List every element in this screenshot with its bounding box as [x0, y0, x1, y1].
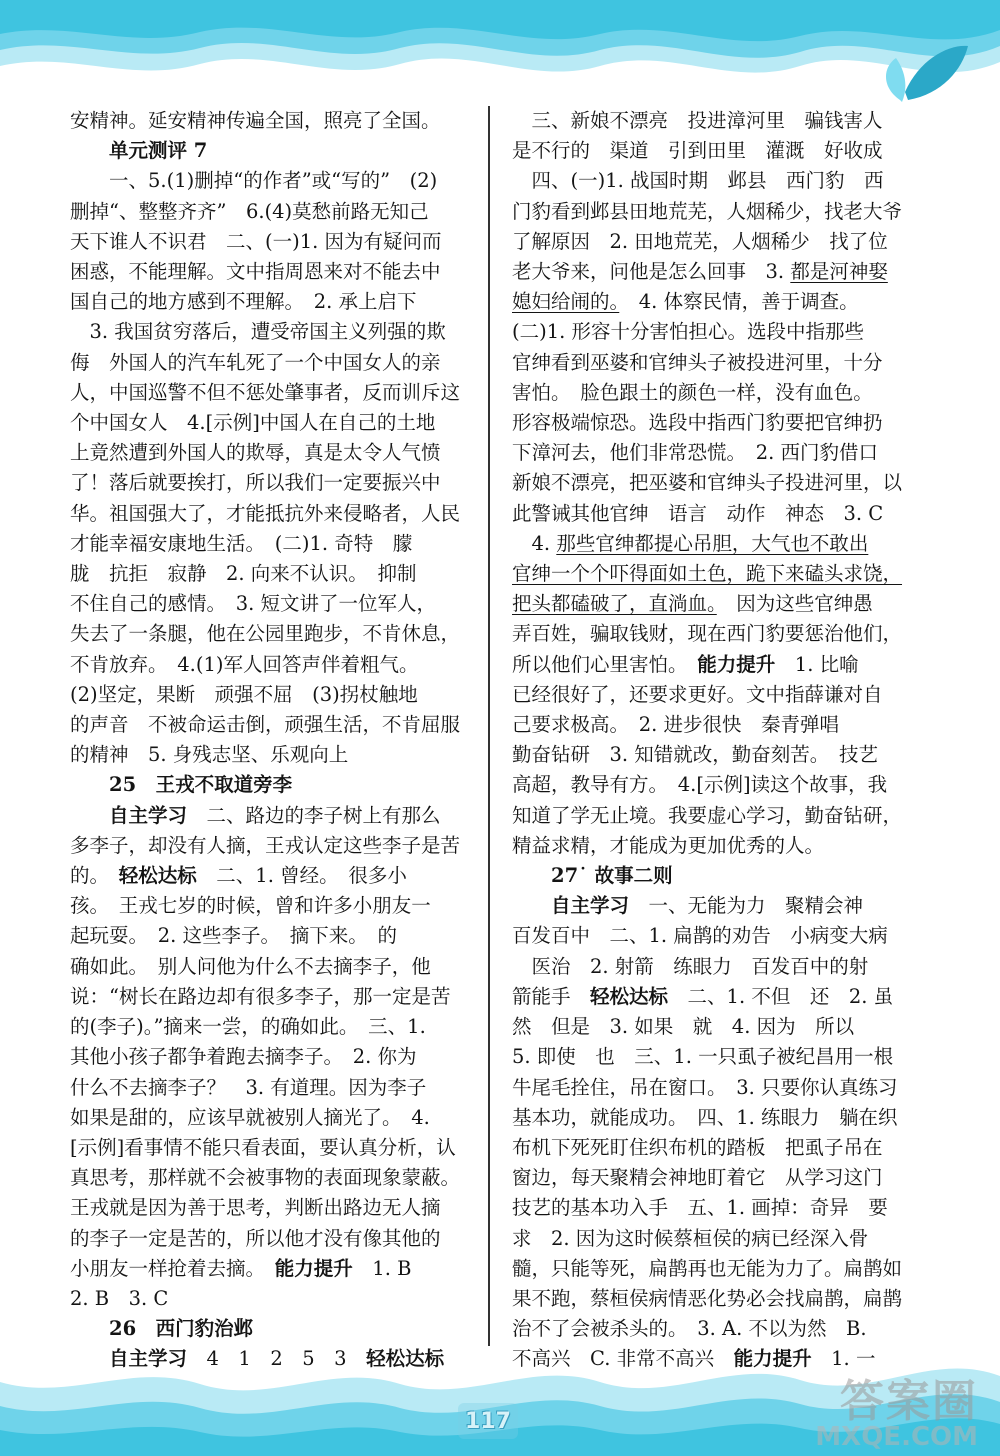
text-line	[70, 770, 470, 800]
text-line	[512, 166, 912, 196]
text-line	[512, 1344, 912, 1374]
text-run: (2)坚定，果断 顽强不屈 (3)拐杖触地	[70, 682, 418, 706]
text-line	[512, 1224, 912, 1254]
text-line	[512, 136, 912, 166]
text-run: 1. B	[352, 1256, 412, 1280]
text-run: 一、无能为力 聚精会神	[629, 894, 864, 918]
text-run: 不肯放弃。 4.(1)军人回答声伴着粗气。	[70, 652, 419, 676]
text-run: 如果是甜的，应该早就被别人摘光了。 4.	[70, 1105, 430, 1129]
text-line	[70, 257, 470, 287]
text-run: 孩。 王戎七岁的时候，曾和许多小朋友一	[70, 894, 431, 918]
text-line	[70, 197, 470, 227]
text-line	[70, 1042, 470, 1072]
text-line	[512, 952, 912, 982]
text-run: 三、新娘不漂亮 投进漳河里 骗钱害人	[531, 109, 883, 132]
text-run: 下漳河去，他们非常恐慌。 2. 西门豹借口	[512, 441, 879, 465]
text-line	[512, 257, 912, 287]
watermark-url: MXQE.COM	[815, 1422, 978, 1452]
text-run: 起玩耍。 2. 这些李子。 摘下来。 的	[70, 924, 398, 948]
text-line	[512, 619, 912, 649]
text-run: 什么不去摘李子？ 3. 有道理。因为李子	[70, 1075, 427, 1099]
text-line	[512, 861, 912, 891]
text-run: 精益求精，才能成为更加优秀的人。	[512, 833, 825, 857]
text-line	[70, 801, 470, 831]
text-line	[512, 650, 912, 680]
text-line	[512, 1254, 912, 1284]
bold-heading: 单元测评 7	[109, 139, 208, 163]
page-number: 117	[458, 1403, 518, 1439]
text-run: 的李子一定是苦的，所以他才没有像其他的	[70, 1226, 441, 1250]
text-line	[70, 438, 470, 468]
text-line	[512, 921, 912, 951]
text-run: 了解原因 2. 田地荒芜，人烟稀少 找了位	[512, 229, 888, 253]
text-line	[70, 831, 470, 861]
underlined-text: 把头都磕破了，直淌血。	[512, 592, 717, 616]
text-run: 5. 即使 也 三、1. 一只虱子被纪昌用一根	[512, 1045, 894, 1069]
text-run: 的精神 5. 身残志坚、乐观向上	[70, 743, 349, 767]
text-line	[512, 287, 912, 317]
text-run: 勤奋钻研 3. 知错就改，勤奋刻苦。 技艺	[512, 743, 879, 767]
text-line	[70, 1224, 470, 1254]
text-line	[512, 408, 912, 438]
text-run: 布机下死死盯住织布机的踏板 把虱子吊在	[512, 1135, 883, 1159]
text-run: 国自己的地方感到不理解。 2. 承上启下	[70, 290, 417, 314]
text-line	[512, 1163, 912, 1193]
text-run: [示例]看事情不能只看表面，要认真分析，认	[70, 1135, 456, 1159]
text-run: 果不跑，蔡桓侯病情恶化势必会找扁鹊，扁鹊	[512, 1286, 903, 1310]
bold-heading: 27˙ 故事二则	[551, 864, 673, 888]
text-run: 害怕。 脸色跟土的颜色一样，没有血色。	[512, 380, 873, 404]
text-line	[512, 831, 912, 861]
text-run: 确如此。 别人问他为什么不去摘李子，他	[70, 954, 431, 978]
watermark-text: 答案圈	[840, 1376, 978, 1427]
text-line	[512, 499, 912, 529]
text-line	[70, 921, 470, 951]
column-divider	[488, 106, 490, 1346]
text-run: 医治 2. 射箭 练眼力 百发百中的射	[531, 954, 869, 978]
text-line	[512, 891, 912, 921]
text-run: 胧 抗拒 寂静 2. 向来不认识。 抑制	[70, 562, 417, 586]
text-line	[70, 1314, 470, 1344]
text-run: 人，中国巡警不但不惩处肇事者，反而训斥这	[70, 380, 461, 404]
text-line	[512, 770, 912, 800]
text-run: 4. 体察民情，善于调查。	[619, 290, 859, 314]
text-run: 不住自己的感情。 3. 短文讲了一位军人，	[70, 592, 437, 616]
text-line	[70, 106, 470, 136]
text-run: 然 但是 3. 如果 就 4. 因为 所以	[512, 1015, 855, 1039]
underlined-text: 媳妇给闹的。	[512, 290, 620, 314]
text-line	[70, 1133, 470, 1163]
text-run: 安精神。延安精神传遍全国，照亮了全国。	[70, 109, 441, 132]
text-line	[70, 166, 470, 196]
text-run: 其他小孩子都争着跑去摘李子。 2. 你为	[70, 1045, 417, 1069]
text-run: 不高兴 C. 非常不高兴	[512, 1347, 734, 1371]
text-line	[512, 468, 912, 498]
text-line	[70, 740, 470, 770]
text-run: 百发百中 二、1. 扁鹊的劝告 小病变大病	[512, 924, 888, 948]
text-run: 二、1. 不但 还 2. 虽	[668, 984, 894, 1008]
text-run: 是不行的 渠道 引到田里 灌溉 好收成	[512, 139, 883, 163]
text-line	[512, 348, 912, 378]
text-line	[70, 1073, 470, 1103]
bold-heading: 25 王戎不取道旁李	[109, 773, 293, 797]
text-line	[70, 680, 470, 710]
text-line	[512, 227, 912, 257]
text-run: 所以他们心里害怕。	[512, 652, 698, 676]
text-run: 4 1 2 5 3	[187, 1347, 367, 1371]
text-line	[70, 619, 470, 649]
text-run: 门豹看到邺县田地荒芜，人烟稀少，找老大爷	[512, 199, 903, 223]
text-line	[70, 559, 470, 589]
text-line	[512, 378, 912, 408]
bold-heading: 自主学习	[109, 1347, 188, 1371]
text-run: 4.	[531, 531, 557, 555]
text-run: 3. 我国贫穷落后，遭受帝国主义列强的欺	[89, 320, 446, 344]
text-line	[70, 499, 470, 529]
text-line	[70, 287, 470, 317]
bold-heading: 自主学习	[551, 894, 630, 918]
text-run: 四、(一)1. 战国时期 邺县 西门豹 西	[531, 169, 884, 193]
text-line	[70, 529, 470, 559]
underlined-text: 都是河神娶	[790, 260, 888, 284]
text-run: 说：“树长在路边却有很多李子，那一定是苦	[70, 984, 451, 1008]
text-line	[512, 982, 912, 1012]
text-line	[512, 438, 912, 468]
bold-heading: 轻松达标	[366, 1347, 445, 1371]
text-line	[512, 1314, 912, 1344]
text-line	[512, 1012, 912, 1042]
bold-heading: 能力提升	[274, 1256, 353, 1280]
text-run: 二、1. 曾经。 很多小	[196, 864, 407, 888]
text-line	[512, 1133, 912, 1163]
text-run: 的声音 不被命运击倒，顽强生活，不肯屈服	[70, 713, 461, 737]
bold-heading: 轻松达标	[118, 864, 197, 888]
text-line	[512, 710, 912, 740]
text-run: 已经很好了，还要求更好。文中指薛谦对自	[512, 682, 883, 706]
text-line	[70, 1284, 470, 1314]
text-run: 弄百姓，骗取钱财，现在西门豹要惩治他们，	[512, 622, 903, 646]
text-line	[70, 1193, 470, 1223]
underlined-text: 那些官绅都提心吊胆，大气也不敢出	[556, 531, 869, 555]
text-line	[70, 650, 470, 680]
text-run: 此警诫其他官绅 语言 动作 神态 3. C	[512, 501, 884, 525]
text-run: 2. B 3. C	[70, 1286, 169, 1310]
text-line	[512, 1284, 912, 1314]
bold-heading: 能力提升	[733, 1347, 812, 1371]
text-run: 因为这些官绅愚	[716, 592, 873, 616]
text-run: 求 2. 因为这时候蔡桓侯的病已经深入骨	[512, 1226, 869, 1250]
text-line	[70, 982, 470, 1012]
text-line	[512, 1073, 912, 1103]
text-line	[70, 861, 470, 891]
text-line	[70, 1344, 470, 1374]
text-run: 老大爷来，问他是怎么回事 3.	[512, 260, 791, 284]
text-run: 个中国女人 4.[示例]中国人在自己的土地	[70, 411, 436, 435]
text-run: (二)1. 形容十分害怕担心。选段中指那些	[512, 320, 865, 344]
text-run: 形容极端惊恐。选段中指西门豹要把官绅扔	[512, 411, 883, 435]
left-column	[70, 106, 470, 1375]
text-line	[70, 710, 470, 740]
bold-heading: 轻松达标	[590, 984, 669, 1008]
text-run: 的(李子)。”摘来一尝，的确如此。 三、1.	[70, 1015, 426, 1039]
text-run: 失去了一条腿，他在公园里跑步，不肯休息，	[70, 622, 461, 646]
text-run: 新娘不漂亮，把巫婆和官绅头子投进河里，以	[512, 471, 903, 495]
text-line	[512, 559, 912, 589]
text-line	[512, 680, 912, 710]
text-line	[70, 1254, 470, 1284]
text-run: 牛尾毛拴住，吊在窗口。 3. 只要你认真练习	[512, 1075, 898, 1099]
text-run: 多李子，却没有人摘，王戎认定这些李子是苦	[70, 833, 461, 857]
text-line	[70, 408, 470, 438]
text-run: 髓，只能等死，扁鹊再也无能为力了。扁鹊如	[512, 1256, 903, 1280]
text-line	[70, 952, 470, 982]
text-run: 己要求极高。 2. 进步很快 秦青弹唱	[512, 713, 840, 737]
text-line	[70, 589, 470, 619]
text-line	[512, 106, 912, 136]
text-run: 二、路边的李子树上有那么	[187, 803, 441, 827]
text-line	[70, 227, 470, 257]
text-line	[70, 136, 470, 166]
bold-heading: 26 西门豹治邺	[109, 1317, 254, 1341]
right-column	[512, 106, 912, 1375]
bold-heading: 能力提升	[697, 652, 776, 676]
text-line	[70, 891, 470, 921]
text-line	[512, 589, 912, 619]
text-line	[512, 740, 912, 770]
text-run: 困惑，不能理解。文中指周恩来对不能去中	[70, 260, 441, 284]
bold-heading: 自主学习	[109, 803, 188, 827]
text-run: 的。	[70, 864, 119, 888]
text-run: 高超，教导有方。 4.[示例]读这个故事，我	[512, 773, 888, 797]
text-run: 官绅看到巫婆和官绅头子被投进河里，十分	[512, 350, 883, 374]
text-run: 1. 比喻	[775, 652, 859, 676]
text-run: 知道了学无止境。我要虚心学习，勤奋钻研，	[512, 803, 903, 827]
text-run: 了！落后就要挨打，所以我们一定要振兴中	[70, 471, 441, 495]
text-line	[512, 1193, 912, 1223]
text-run: 基本功，就能成功。 四、1. 练眼力 躺在织	[512, 1105, 898, 1129]
text-line	[512, 1042, 912, 1072]
text-run: 一、5.(1)删掉“的作者”或“写的” (2)	[109, 169, 438, 193]
text-line	[512, 1103, 912, 1133]
text-run: 上竟然遭到外国人的欺辱，真是太令人气愤	[70, 441, 441, 465]
text-line	[512, 801, 912, 831]
text-run: 侮 外国人的汽车轧死了一个中国女人的亲	[70, 350, 441, 374]
text-line	[512, 317, 912, 347]
watermark-logo	[815, 1376, 978, 1452]
text-run: 华。祖国强大了，才能抵抗外来侵略者，人民	[70, 501, 461, 525]
text-line	[70, 468, 470, 498]
text-run: 王戎就是因为善于思考，判断出路边无人摘	[70, 1196, 441, 1220]
text-run: 箭能手	[512, 984, 591, 1008]
text-line	[70, 1163, 470, 1193]
text-run: 窗边，每天聚精会神地盯着它 从学习这门	[512, 1166, 883, 1190]
text-run: 才能幸福安康地生活。 (二)1. 奇特 朦	[70, 531, 413, 555]
text-run: 删掉“、整整齐齐” 6.(4)莫愁前路无知己	[70, 199, 429, 223]
text-run: 1. 一	[811, 1347, 876, 1371]
text-line	[70, 348, 470, 378]
text-line	[512, 197, 912, 227]
text-line	[512, 529, 912, 559]
text-run: 天下谁人不识君 二、(一)1. 因为有疑问而	[70, 229, 442, 253]
underlined-text: 官绅一个个吓得面如土色，跪下来磕头求饶，	[512, 562, 903, 586]
text-run: 小朋友一样抢着去摘。	[70, 1256, 275, 1280]
text-line	[70, 1103, 470, 1133]
text-line	[70, 1012, 470, 1042]
text-line	[70, 378, 470, 408]
text-run: 技艺的基本功入手 五、1. 画掉：奇异 要	[512, 1196, 888, 1220]
text-run: 治不了会被杀头的。 3. A. 不以为然 B.	[512, 1317, 867, 1341]
text-line	[70, 317, 470, 347]
text-run: 真思考，那样就不会被事物的表面现象蒙蔽。	[70, 1166, 461, 1190]
